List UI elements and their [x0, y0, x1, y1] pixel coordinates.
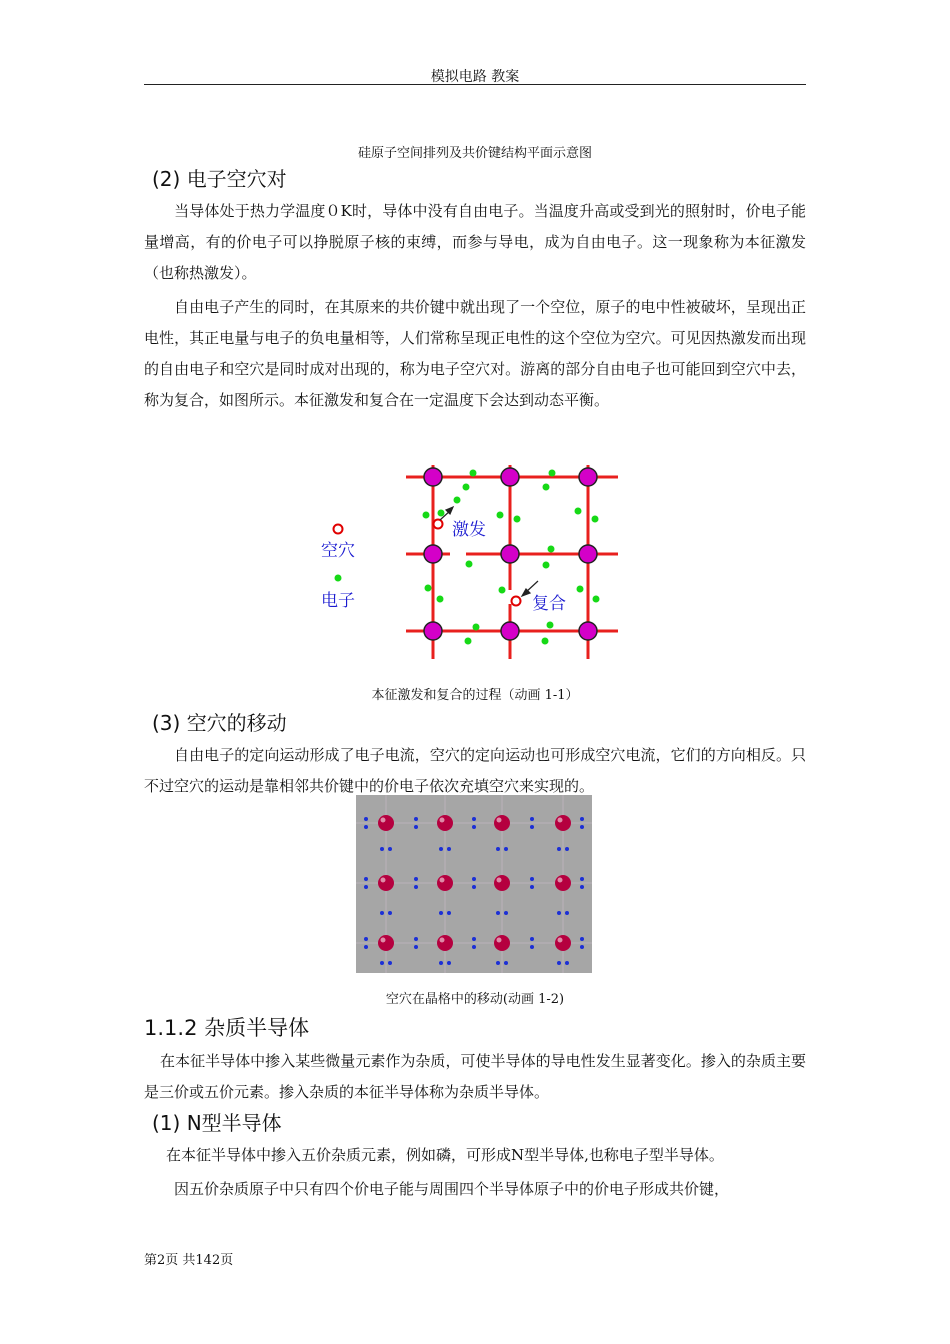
- paragraph-text: 在本征半导体中掺入五价杂质元素，例如磷，可形成N型半导体,也称电子型半导体。: [166, 1146, 724, 1164]
- paragraph-text: 自由电子的定向运动形成了电子电流，空穴的定向运动也可形成空穴电流，它们的方向相反。只不过空穴的运动是靠相邻共价键中的价电子依次充填空穴来实现的。: [144, 746, 806, 795]
- page-header: 模拟电路 教案: [430, 69, 520, 85]
- section-heading-n-type: (1) N型半导体: [152, 1111, 282, 1135]
- page-footer: 第2页 共142页: [144, 1253, 234, 1268]
- legend-hole-icon: [334, 525, 343, 534]
- recombine-label: 复合: [532, 594, 566, 614]
- section-heading-electron-hole-pair: (2) 电子空穴对: [152, 167, 287, 191]
- figure-caption-silicon: 硅原子空间排列及共价键结构平面示意图: [357, 146, 592, 161]
- paragraph-text: 自由电子产生的同时，在其原来的共价键中就出现了一个空位，原子的电中性被破坏，呈现出正电性，其正电量与电子的负电量相等，人们常称呈现正电性的这个空位为空穴。可见因热激发而出现的自由电子和空穴是同时成对出现的，称为电子空穴对。游离的部分自由电子也可能回到空穴中去，称为复合，如图所示。本征激发和复合在一定温度下会达到动态平衡。: [144, 298, 806, 409]
- legend-hole-label: 空穴: [321, 541, 355, 561]
- legend-electron-icon: [335, 575, 342, 582]
- excitation-recombination-diagram: [300, 455, 640, 670]
- excite-label: 激发: [452, 520, 486, 540]
- figure-caption-hole-movement: 空穴在晶格中的移动(动画 1-2): [385, 992, 565, 1007]
- paragraph-text: 因五价杂质原子中只有四个价电子能与周围四个半导体原子中的价电子形成共价键，: [174, 1180, 730, 1198]
- paragraph-text: 在本征半导体中掺入某些微量元素作为杂质，可使半导体的导电性发生显著变化。掺入的杂质主要是三价或五价元素。掺入杂质的本征半导体称为杂质半导体。: [144, 1052, 806, 1101]
- hole-movement-lattice-image: [356, 795, 592, 973]
- legend-electron-label: 电子: [321, 591, 355, 611]
- paragraph-intrinsic-excitation: [144, 196, 806, 289]
- paragraph-hole-current: [144, 740, 806, 802]
- paragraph-impurity-intro: [144, 1046, 806, 1108]
- header-divider: [144, 84, 806, 85]
- section-heading-hole-movement: (3) 空穴的移动: [152, 711, 287, 735]
- paragraph-n-type-intro: [144, 1140, 806, 1171]
- figure-caption-excitation: 本征激发和复合的过程（动画 1-1）: [371, 688, 579, 703]
- paragraph-hole-generation: [144, 292, 806, 416]
- paragraph-text: 当导体处于热力学温度０K时，导体中没有自由电子。当温度升高或受到光的照射时，价电子能量增高，有的价电子可以挣脱原子核的束缚，而参与导电，成为自由电子。这一现象称为本征激发（也称热激发）。: [144, 202, 806, 282]
- section-heading-impurity-semiconductor: 1.1.2 杂质半导体: [144, 1016, 310, 1040]
- paragraph-n-type-bonds: [144, 1174, 806, 1205]
